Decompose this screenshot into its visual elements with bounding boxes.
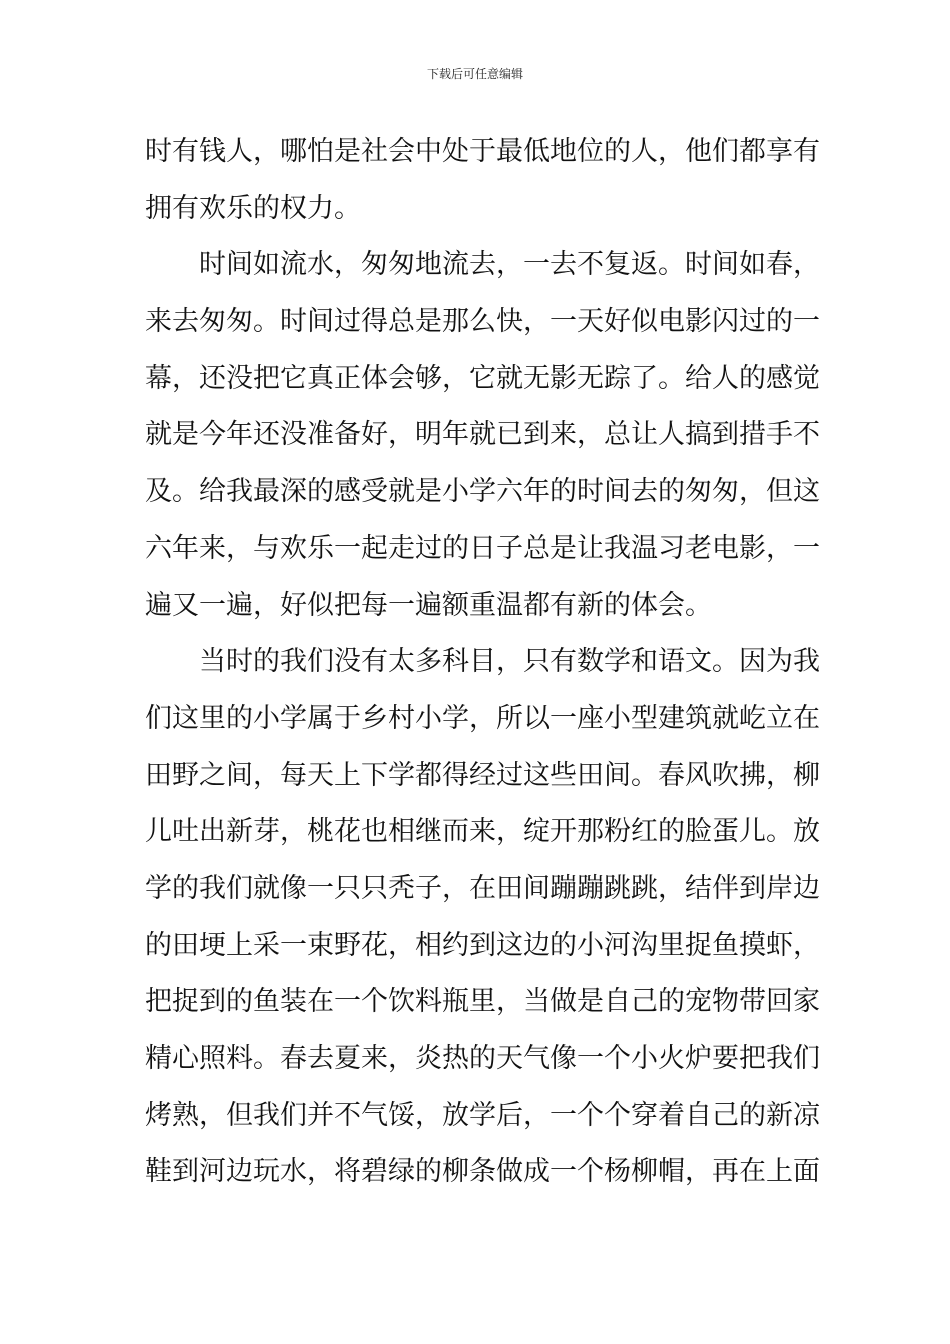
text-line: 鞋到河边玩水，将碧绿的柳条做成一个杨柳帽，再在上面 [145,1156,820,1188]
text-line: 时有钱人，哪怕是社会中处于最低地位的人，他们都享有 [145,136,820,167]
text-line: 来去匆匆。时间过得总是那么快，一天好似电影闪过的一 [145,306,820,338]
text-line: 就是今年还没准备好，明年就已到来，总让人搞到措手不 [145,419,820,451]
text-line: 的田埂上采一束野花，相约到这边的小河沟里捉鱼摸虾， [145,929,820,961]
text-line: 拥有欢乐的权力。 [145,192,361,224]
text-line: 田野之间，每天上下学都得经过这些田间。春风吹拂，柳 [145,759,820,791]
text-line: 把捉到的鱼装在一个饮料瓶里，当做是自己的宠物带回家 [145,986,820,1018]
text-line-paragraph-start: 当时的我们没有太多科目，只有数学和语文。因为我 [199,646,820,678]
page-header: 下载后可任意编辑 [426,67,523,81]
text-line: 精心照料。春去夏来，炎热的天气像一个小火炉要把我们 [145,1043,820,1074]
text-line: 儿吐出新芽，桃花也相继而来，绽开那粉红的脸蛋儿。放 [145,816,820,848]
text-line: 六年来，与欢乐一起走过的日子总是让我温习老电影，一 [145,532,820,564]
text-line: 遍又一遍，好似把每一遍额重温都有新的体会。 [145,589,712,621]
text-line: 们这里的小学属于乡村小学，所以一座小型建筑就屹立在 [145,702,820,734]
text-line: 及。给我最深的感受就是小学六年的时间去的匆匆，但这 [145,476,820,508]
text-line: 幕，还没把它真正体会够，它就无影无踪了。给人的感觉 [145,362,820,394]
text-line: 烤熟，但我们并不气馁，放学后，一个个穿着自己的新凉 [145,1099,820,1131]
document-body [145,124,820,1201]
text-line: 学的我们就像一只只秃子，在田间蹦蹦跳跳，结伴到岸边 [145,872,820,904]
text-line-paragraph-start: 时间如流水，匆匆地流去，一去不复返。时间如春， [199,249,820,281]
